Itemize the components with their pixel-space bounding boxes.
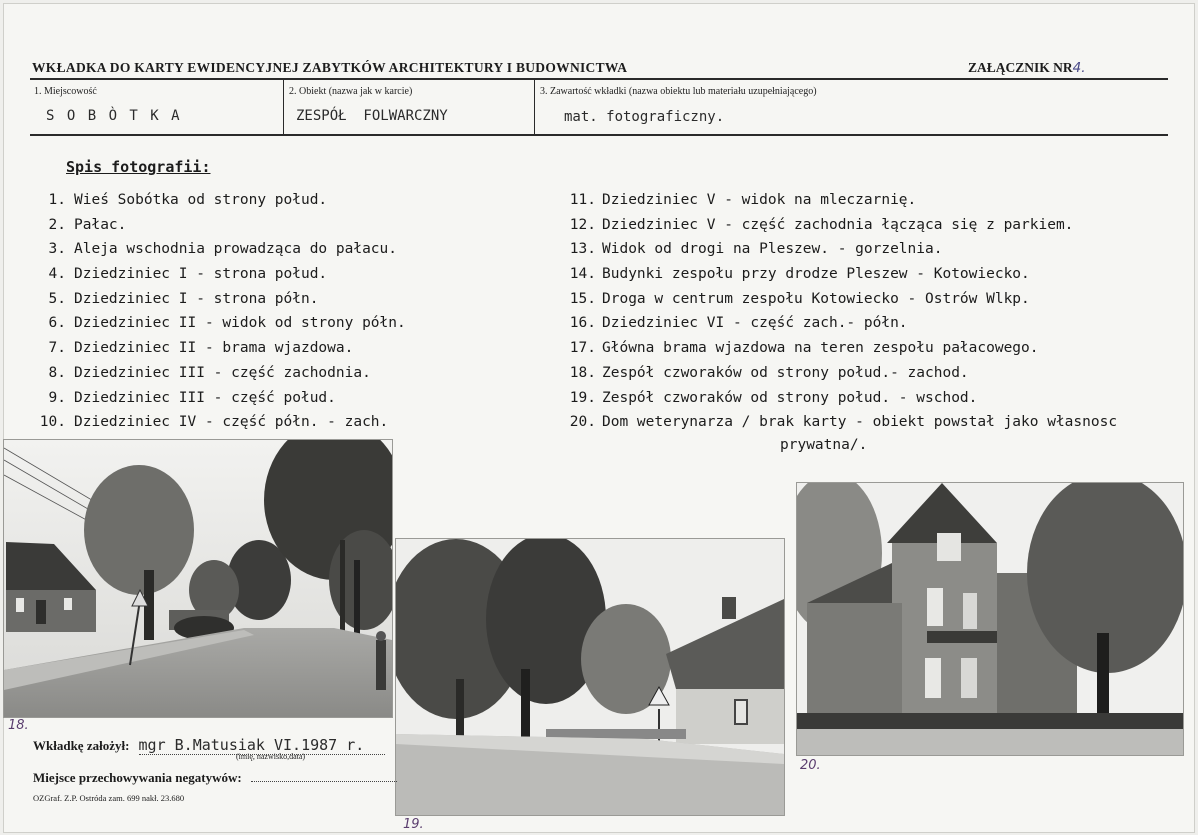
photo-list-item-text: Wieś Sobótka od strony połud. [74, 192, 328, 208]
place-label: 1. Miejscowość [34, 86, 97, 97]
field-divider-1 [283, 80, 284, 134]
photo-list-item-text: Dziedziniec II - widok od strony półn. [74, 315, 406, 332]
photo-list-item-number: 3. [48, 241, 66, 258]
attachment-label: ZAŁĄCZNIK NR [968, 60, 1073, 75]
photo-list-item-text: Dziedziniec II - brama wjazdowa. [74, 340, 354, 357]
photo-list-item [30, 410, 406, 435]
photo-list-item [556, 361, 1117, 386]
photo-list-item-text: Dziedziniec I - strona półn. [74, 290, 319, 307]
photo-list-item-number: 11. [569, 192, 596, 208]
photo-list-item-number: 18. [569, 364, 596, 381]
photo-list-item [556, 336, 1117, 361]
photo-list-item-number: 6. [48, 315, 66, 332]
photo-list-item-number: 10. [39, 414, 66, 431]
photo-list-item [30, 361, 406, 386]
negatives-label: Miejsce przechowywania negatywów: [33, 770, 242, 785]
photo-list-item [30, 237, 406, 262]
photo-list-item [556, 311, 1117, 336]
field-divider-2 [534, 80, 535, 134]
attachment-number-handwritten: 4. [1072, 60, 1086, 76]
founded-label: Wkładkę założył: [33, 738, 130, 753]
print-info: OZGraf. Z.P. Ostróda zam. 699 nakł. 23.680 [33, 793, 185, 803]
attachment-number [968, 60, 1086, 76]
photo-list-item [30, 287, 406, 312]
photo-list-item [30, 336, 406, 361]
photo-19-number: 19. [403, 817, 424, 832]
photo-list-item-text: Dziedziniec I - strona połud. [74, 266, 328, 283]
negatives-value-line [251, 771, 397, 782]
photo-list-item-text: Dom weterynarza / brak karty - obiekt powstał jako własnosc [602, 414, 1118, 431]
photo-list-item-number: 12. [569, 216, 596, 233]
photo-list-item-text: Dziedziniec III - część połud. [74, 389, 336, 406]
photo-20-number: 20. [800, 758, 821, 773]
founded-caption: (imię, nazwisko,data) [236, 752, 306, 761]
photo-18-number: 18. [8, 718, 29, 733]
photo-list-item-text: Zespół czworaków od strony połud. - wschod. [602, 389, 978, 406]
object-label: 2. Obiekt (nazwa jak w karcie) [289, 86, 413, 97]
founded-value: mgr B.Matusiak VI.1987 r. [139, 736, 385, 755]
photo-list-item [30, 386, 406, 411]
photo-list-item [556, 287, 1117, 312]
photo-list-item [30, 213, 406, 238]
photo-list-item [30, 188, 406, 213]
header-rule-bottom [30, 134, 1168, 136]
photo-list-item-text: Aleja wschodnia prowadząca do pałacu. [74, 241, 398, 258]
photo-list-item-number: 1. [48, 192, 66, 208]
place-value: S O B Ò T K A [46, 108, 182, 124]
photo-list-item-number: 19. [569, 389, 596, 406]
photo-list-item-number: 16. [569, 315, 596, 332]
photo-list-item [30, 311, 406, 336]
photo-list-item [30, 262, 406, 287]
photo-list-item [556, 386, 1117, 411]
founded-block [33, 735, 393, 755]
object-value: ZESPÓŁ FOLWARCZNY [296, 108, 448, 124]
photo-list-item-text: Budynki zespołu przy drodze Pleszew - Kotowiecko. [602, 266, 1030, 283]
photo-list-item-text: Dziedziniec IV - część półn. - zach. [74, 414, 389, 431]
photo-18 [3, 439, 393, 718]
photo-list-item-text: Dziedziniec VI - część zach.- półn. [602, 315, 908, 332]
header-rule-top [30, 78, 1168, 80]
photo-list-item-number: 14. [569, 266, 596, 283]
photo-list-right [556, 188, 1117, 435]
photo-list-item-text: Dziedziniec V - część zachodnia łącząca się z parkiem. [602, 216, 1074, 233]
photo-list-title: Spis fotografii: [66, 158, 211, 176]
photo-list-item-number: 8. [48, 364, 66, 381]
photo-list-item-20-continued: prywatna/. [780, 437, 868, 453]
photo-list-item [556, 237, 1117, 262]
photo-list-item-number: 5. [48, 290, 66, 307]
photo-list-item-text: Główna brama wjazdowa na teren zespołu pałacowego. [602, 340, 1039, 357]
photo-list-item-number: 2. [48, 216, 66, 233]
negatives-block [33, 767, 397, 786]
photo-list-item-number: 17. [569, 340, 596, 357]
photo-list-item-number: 7. [48, 340, 66, 357]
photo-list-item-text: Zespół czworaków od strony połud.- zachod. [602, 364, 969, 381]
document-title: WKŁADKA DO KARTY EWIDENCYJNEJ ZABYTKÓW ARCHITEKTURY I BUDOWNICTWA [32, 60, 628, 75]
photo-list-left [30, 188, 406, 435]
content-label: 3. Zawartość wkładki (nazwa obiektu lub materiału uzupełniającego) [540, 86, 817, 97]
photo-list-item-number: 20. [569, 414, 596, 431]
photo-20 [796, 482, 1184, 756]
photo-list-item-number: 9. [48, 389, 66, 406]
photo-list-item [556, 188, 1117, 213]
photo-list-item-text: Dziedziniec V - widok na mleczarnię. [602, 192, 917, 208]
photo-list-item [556, 262, 1117, 287]
photo-list-item-text: Dziedziniec III - część zachodnia. [74, 364, 371, 381]
photo-list-item-number: 13. [569, 241, 596, 258]
content-value: mat. fotograficzny. [564, 109, 725, 125]
photo-list-item [556, 410, 1117, 435]
photo-list-item-text: Widok od drogi na Pleszew. - gorzelnia. [602, 241, 943, 258]
photo-list-item-number: 15. [569, 290, 596, 307]
photo-list-item-text: Droga w centrum zespołu Kotowiecko - Ostrów Wlkp. [602, 290, 1030, 307]
photo-list-item [556, 213, 1117, 238]
photo-list-item-number: 4. [48, 266, 66, 283]
photo-19 [395, 538, 785, 816]
photo-list-item-text: Pałac. [74, 216, 127, 233]
